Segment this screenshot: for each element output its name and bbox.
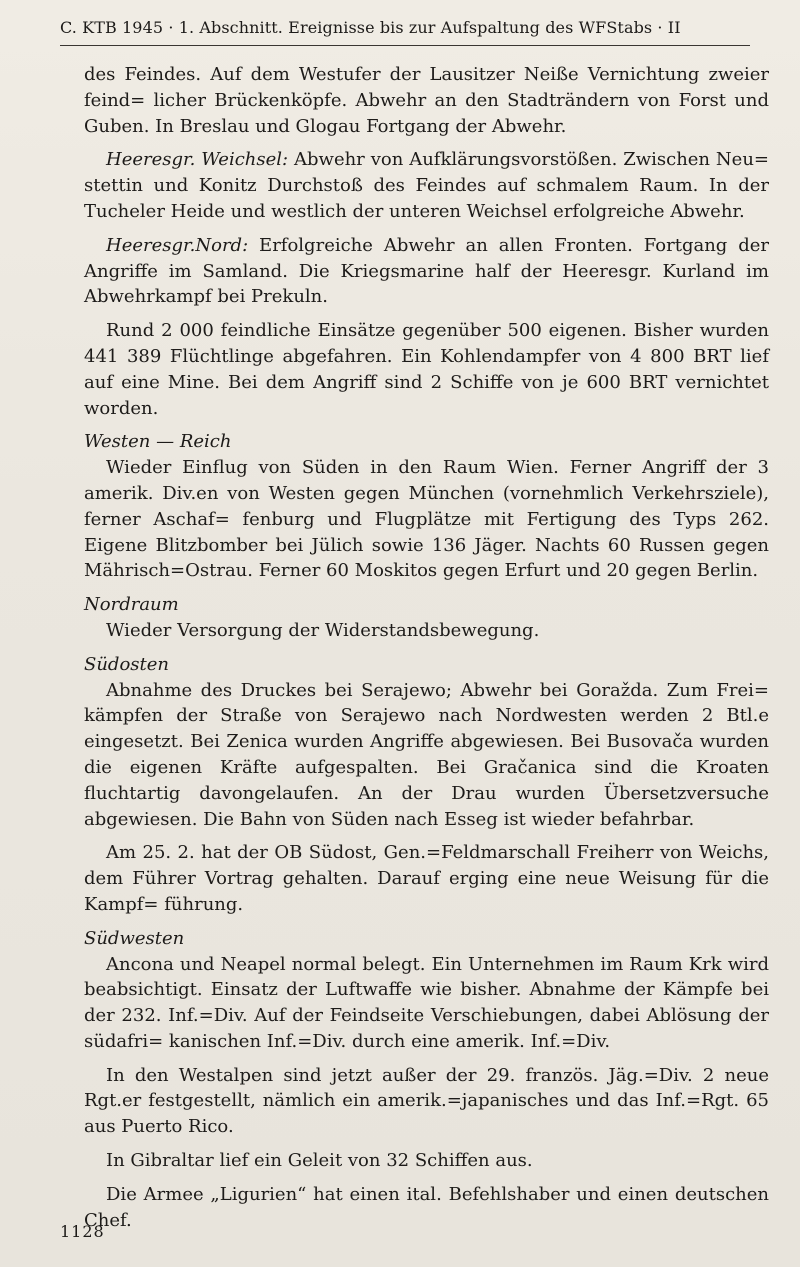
- text-heeresgr-weichsel: Abwehr von Aufklärungsvorstößen. Zwischen Neu= stettin und Konitz Durchstoß des Feindes auf schmalem Raum. In der Tucheler Heide und westlich der unteren Weichsel erfolgreiche Abwehr.: [84, 149, 770, 222]
- section-heading-suedwesten: Südwesten: [84, 927, 185, 949]
- section-heading-suedosten: Südosten: [84, 653, 169, 675]
- page-body: [84, 62, 769, 1241]
- paragraph-heeresgr-weichsel: [84, 147, 769, 224]
- running-header: C. KTB 1945 · 1. Abschnitt. Ereignisse bis zur Aufspaltung des WFStabs · II: [60, 18, 681, 37]
- paragraph-einsaetze: Rund 2 000 feindliche Einsätze gegenüber 500 eigenen. Bisher wurden 441 389 Flüchtlinge abgefahren. Ein Kohlendampfer von 4 800 BRT lief auf eine Mine. Bei dem Angriff sind 2 Schiffe von je 600 BRT vernichtet worden.: [84, 320, 769, 419]
- paragraph-westen-reich: Wieder Einflug von Süden in den Raum Wien. Ferner Angriff der 3 amerik. Div.en von Westen gegen München (vornehmlich Verkehrsziele), ferner Aschaf= fenburg und Flugplätze mit Fertigung des Typs 262. Eigene Blitzbomber bei Jülich sowie 136 Jäger. Nachts 60 Russen gegen Mährisch=Ostrau. Ferner 60 Moskitos gegen Erfurt und 20 gegen Berlin.: [84, 457, 769, 582]
- paragraph-suedosten: Abnahme des Druckes bei Serajewo; Abwehr bei Goražda. Zum Frei= kämpfen der Straße von Serajewo nach Nordwesten werden 2 Btl.e eingesetzt. Bei Zenica wurden Angriffe abgewiesen. Bei Busovača wurden die eigenen Kräfte aufgespalten. Bei Gračanica sind die Kroaten fluchtartig davongelaufen. An der Drau wurden Übersetzversuche abgewiesen. Die Bahn von Süden nach Esseg ist wieder befahrbar.: [84, 679, 769, 830]
- paragraph-gibraltar: In Gibraltar lief ein Geleit von 32 Schiffen aus.: [106, 1150, 533, 1172]
- label-heeresgr-nord: Heeresgr.Nord:: [106, 234, 249, 256]
- paragraph-heeresgr-nord: [84, 233, 769, 310]
- section-heading-westen-reich: Westen — Reich: [84, 431, 232, 453]
- section-heading-nordraum: Nordraum: [84, 594, 179, 616]
- paragraph-westalpen: In den Westalpen sind jetzt außer der 29. französ. Jäg.=Div. 2 neue Rgt.er festgestellt, nämlich ein amerik.=japanisches und das Inf.=Rgt. 65 aus Puerto Rico.: [84, 1064, 769, 1138]
- paragraph-ob-suedost: Am 25. 2. hat der OB Südost, Gen.=Feldmarschall Freiherr von Weichs, dem Führer Vortrag gehalten. Darauf erging eine neue Weisung für die Kampf= führung.: [84, 842, 769, 915]
- header-rule: [60, 45, 750, 46]
- paragraph-ostfront-continued: des Feindes. Auf dem Westufer der Lausitzer Neiße Vernichtung zweier feind= licher Brückenköpfe. Abwehr an den Stadträndern von Forst und Guben. In Breslau und Glogau Fortgang der Abwehr.: [84, 64, 769, 137]
- label-heeresgr-weichsel: Heeresgr. Weichsel:: [106, 149, 289, 171]
- paragraph-armee-ligurien: Die Armee „Ligurien“ hat einen ital. Befehlshaber und einen deutschen Chef.: [84, 1183, 769, 1231]
- paragraph-suedwesten: Ancona und Neapel normal belegt. Ein Unternehmen im Raum Krk wird beabsichtigt. Einsatz der Luftwaffe wie bisher. Abnahme der Kämpfe bei der 232. Inf.=Div. Auf der Feindseite Verschiebungen, dabei Ablösung der südafri= kanischen Inf.=Div. durch eine amerik. Inf.=Div.: [84, 953, 769, 1052]
- paragraph-nordraum: Wieder Versorgung der Widerstandsbewegung.: [106, 619, 540, 641]
- text-heeresgr-nord: Erfolgreiche Abwehr an allen Fronten. Fortgang der Angriffe im Samland. Die Kriegsmarine half der Heeresgr. Kurland im Abwehrkampf bei Prekuln.: [84, 234, 769, 308]
- page-number: 1128: [60, 1222, 105, 1241]
